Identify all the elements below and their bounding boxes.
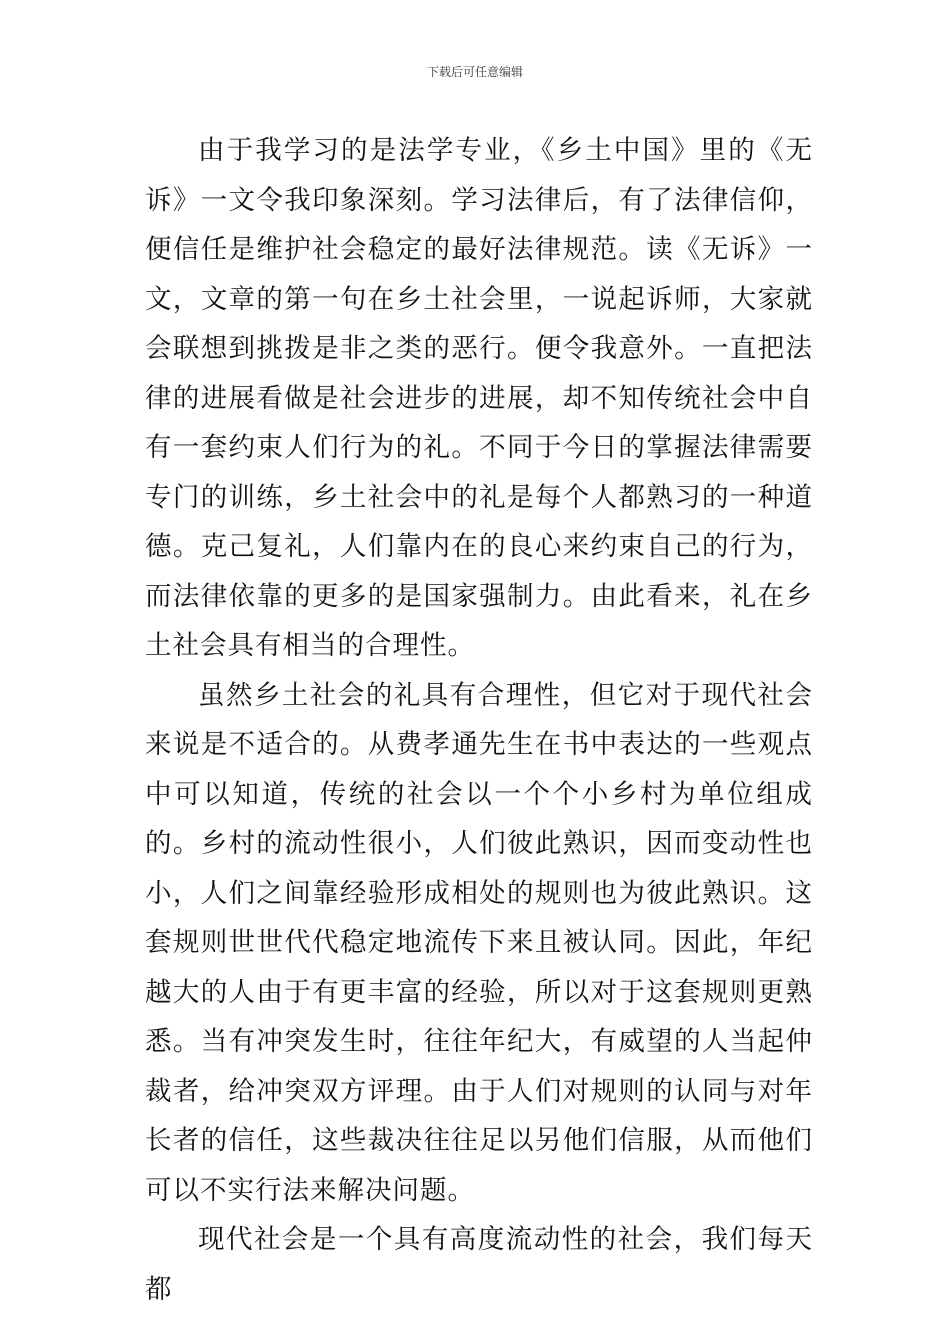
document-body (145, 126, 813, 1314)
paragraph-1: 由于我学习的是法学专业，《乡土中国》里的《无诉》一文令我印象深刻。学习法律后，有了法律信仰，便信任是维护社会稳定的最好法律规范。读《无诉》一文，文章的第一句在乡土社会里，一说起诉师，大家就会联想到挑拨是非之类的恶行。便令我意外。一直把法律的进展看做是社会进步的进展，却不知传统社会中自有一套约束人们行为的礼。不同于今日的掌握法律需要专门的训练，乡土社会中的礼是每个人都熟习的一种道德。克己复礼，人们靠内在的良心来约束自己的行为，而法律依靠的更多的是国家强制力。由此看来，礼在乡土社会具有相当的合理性。 (145, 135, 813, 661)
paragraph-2: 虽然乡土社会的礼具有合理性，但它对于现代社会来说是不适合的。从费孝通先生在书中表达的一些观点中可以知道，传统的社会以一个个小乡村为单位组成的。乡村的流动性很小，人们彼此熟识，因而变动性也小，人们之间靠经验形成相处的规则也为彼此熟识。这套规则世世代代稳定地流传下来且被认同。因此，年纪越大的人由于有更丰富的经验，所以对于这套规则更熟悉。当有冲突发生时，往往年纪大，有威望的人当起仲裁者，给冲突双方评理。由于人们对规则的认同与对年长者的信任，这些裁决往往足以另他们信服，从而他们可以不实行法来解决问题。 (145, 679, 813, 1206)
page-header: 下载后可任意编辑 (426, 65, 523, 79)
paragraph-3: 现代社会是一个具有高度流动性的社会，我们每天都 (145, 1224, 813, 1305)
